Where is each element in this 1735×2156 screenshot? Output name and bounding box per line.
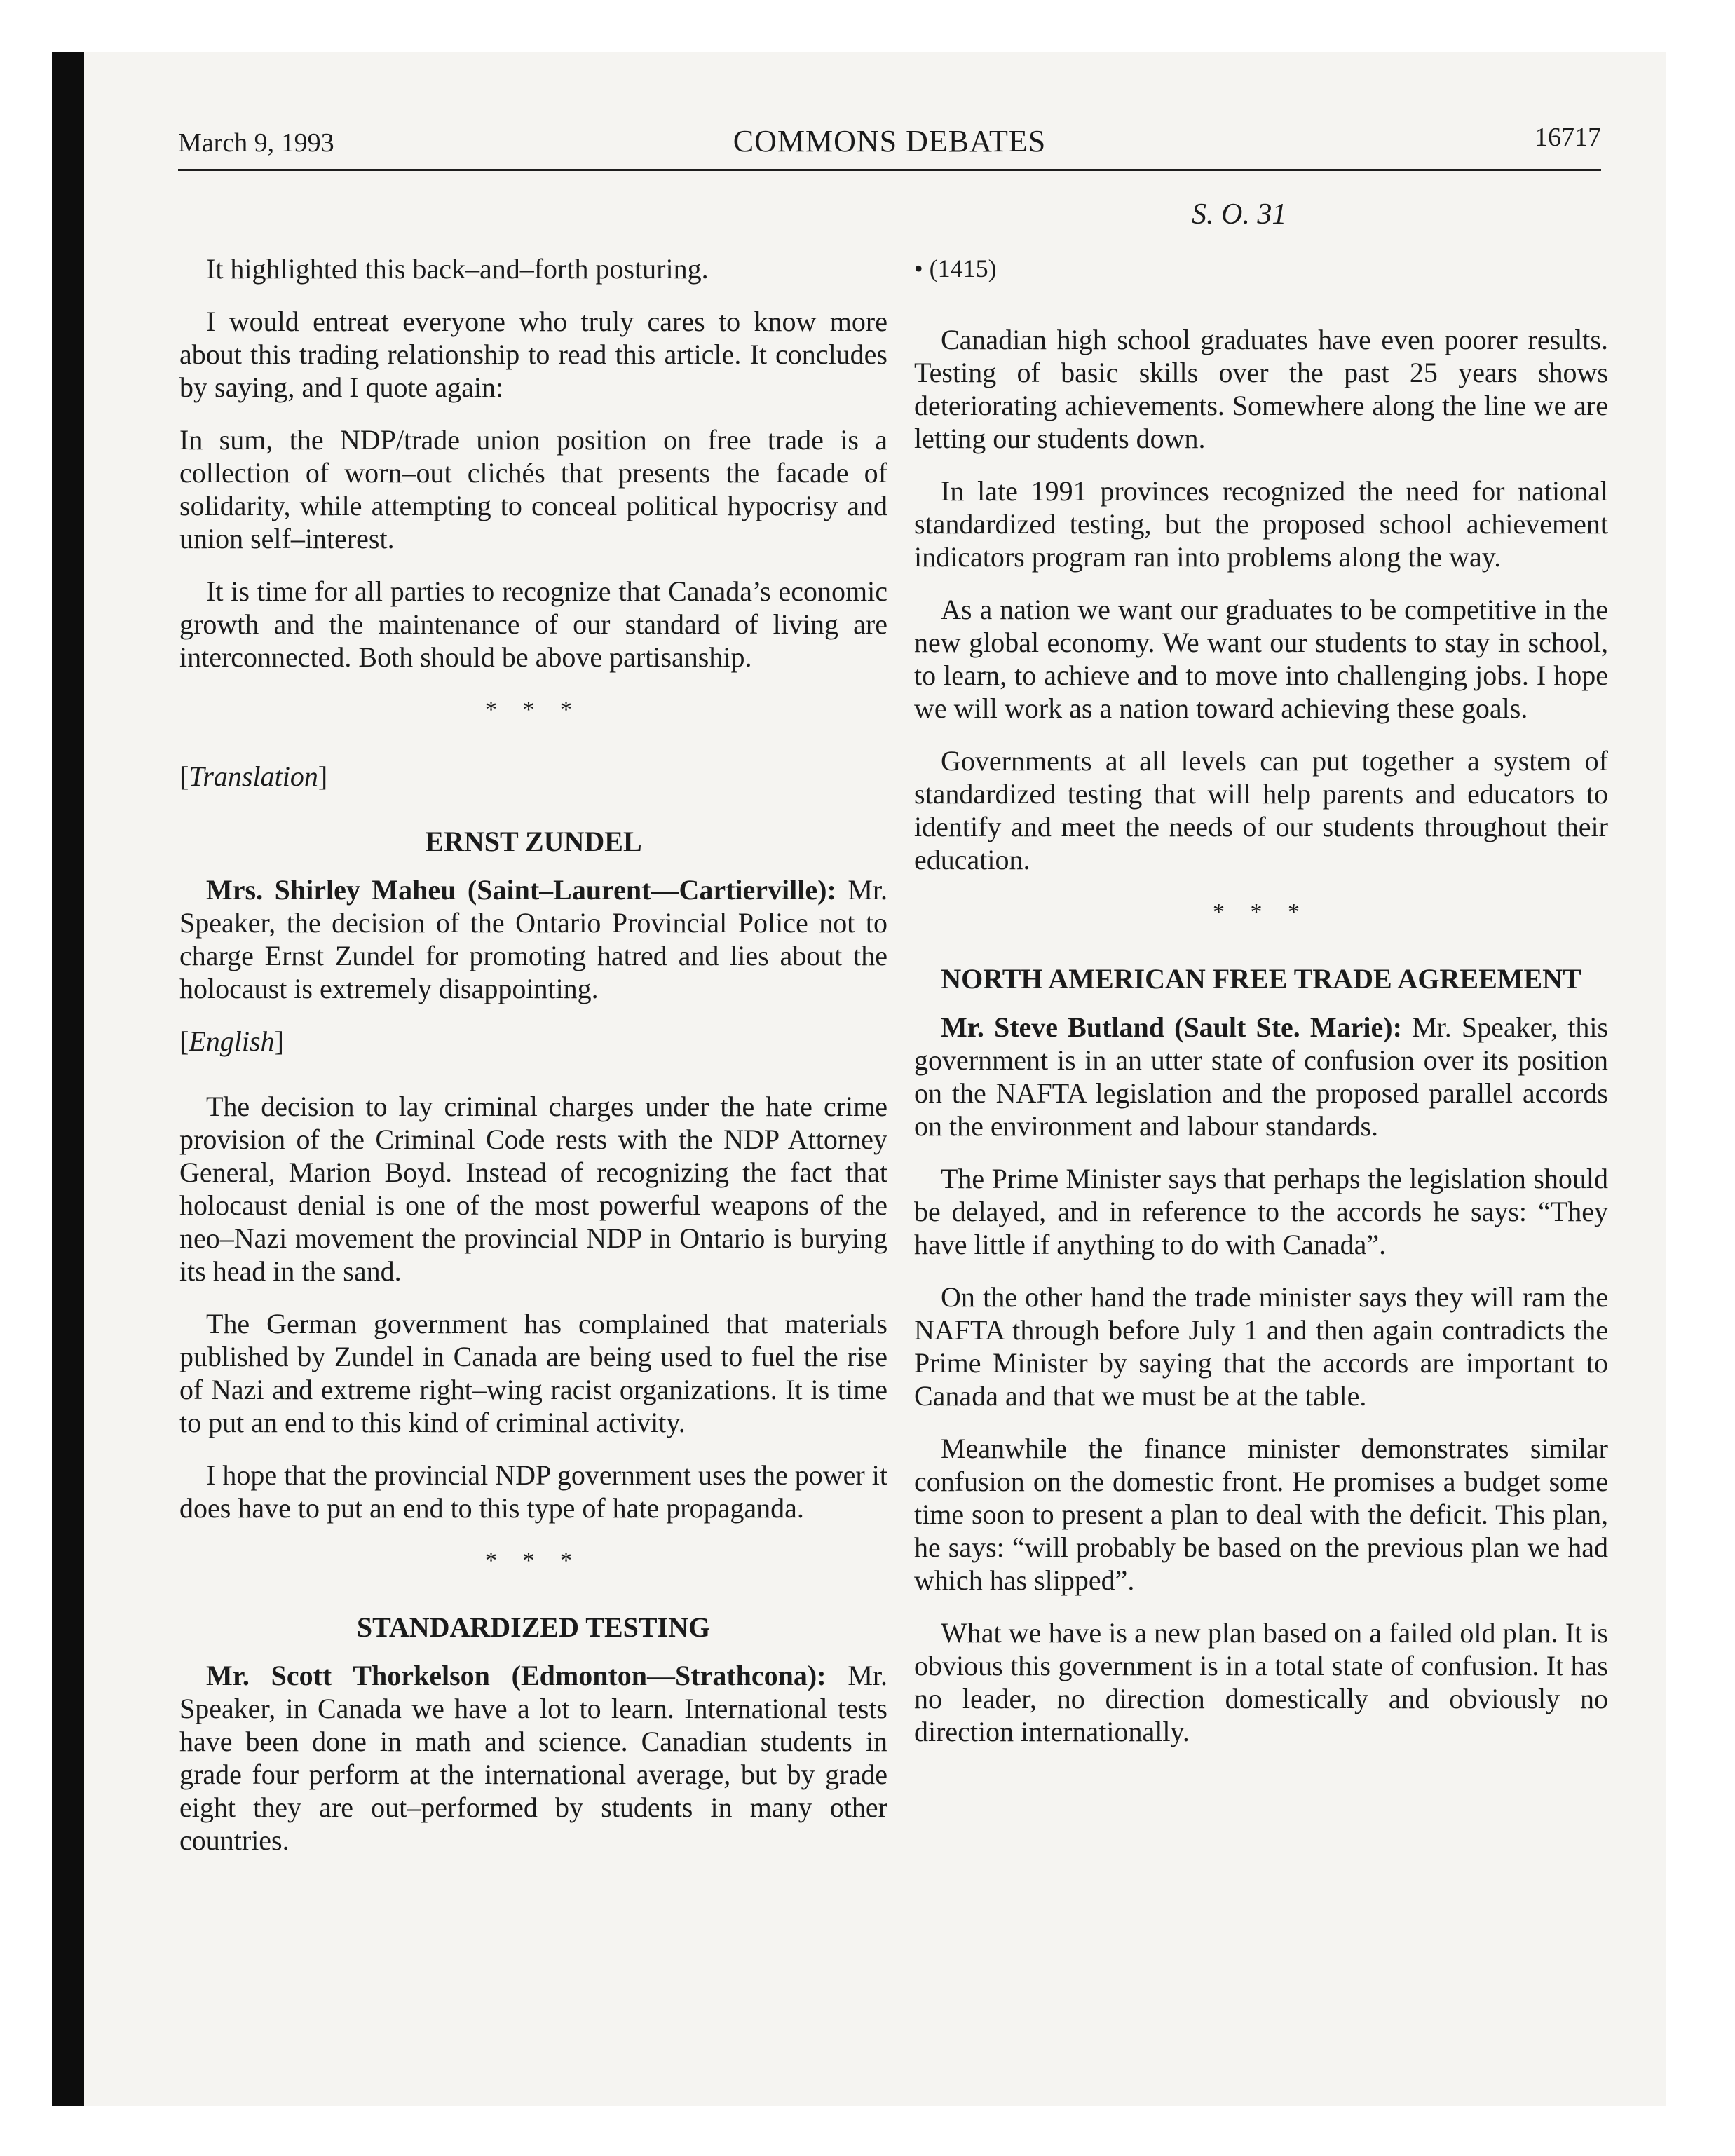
paragraph: I hope that the provincial NDP government uses the power it does have to put an end to this type of hate propaganda. bbox=[179, 1459, 887, 1524]
paragraph: Canadian high school graduates have even poorer results. Testing of basic skills over the past 25 years shows deteriorating achievements. Somewhere along the line we are letting our students down. bbox=[914, 324, 1608, 454]
paragraph: Governments at all levels can put together a system of standardized testing that will help parents and educators to identify and meet the needs of our students throughout their education. bbox=[914, 745, 1608, 875]
left-column bbox=[179, 252, 887, 1876]
language-tag-text: Translation bbox=[189, 760, 318, 792]
paragraph: The German government has complained that materials published by Zundel in Canada are being used to fuel the rise of Nazi and extreme right–wing racist organizations. It is time to put an end to this kind of criminal activity. bbox=[179, 1308, 887, 1438]
section-separator: * * * bbox=[1213, 899, 1309, 925]
statement-text: Mr. Speaker, in Canada we have a lot to learn. International tests have been done in math and science. Canadian students in grade four perform at the international average, but by grade eight they are out–performed by students in many other countries. bbox=[179, 1660, 888, 1856]
scan-binding-edge bbox=[52, 52, 84, 2106]
header-page-number: 16717 bbox=[1535, 123, 1601, 152]
block-quote: In sum, the NDP/trade union position on free trade is a collection of worn–out clichés that presents the facade of solidarity, while attempting to conceal political hypocrisy and union self–interest. bbox=[179, 424, 887, 554]
paragraph: In late 1991 provinces recognized the need for national standardized testing, but the proposed school achievement indicators program ran into problems along the way. bbox=[914, 475, 1608, 573]
header-title: COMMONS DEBATES bbox=[733, 124, 1047, 158]
statement-paragraph bbox=[914, 1011, 1608, 1142]
page-header bbox=[178, 122, 1601, 171]
header-rule bbox=[178, 169, 1601, 171]
language-tag-english: [English] bbox=[179, 1025, 284, 1057]
section-heading-nafta: NORTH AMERICAN FREE TRADE AGREEMENT bbox=[941, 963, 1581, 995]
section-heading-testing: STANDARDIZED TESTING bbox=[356, 1611, 711, 1643]
paragraph: It highlighted this back–and–forth posturing. bbox=[206, 253, 709, 285]
statement-paragraph bbox=[179, 873, 887, 1005]
paragraph: On the other hand the trade minister says they will ram the NAFTA through before July 1 and then again contradicts the Prime Minister by saying that the accords are important to Canada and that we must be at the table. bbox=[914, 1281, 1608, 1412]
statement-paragraph bbox=[179, 1659, 887, 1857]
header-date: March 9, 1993 bbox=[178, 128, 334, 158]
speaker-name: Mr. Scott Thorkelson (Edmonton—Strathcona): bbox=[206, 1660, 826, 1691]
paragraph: Meanwhile the finance minister demonstrates similar confusion on the domestic front. He promises a budget some time soon to present a plan to deal with the deficit. This plan, he says: “will probably be based on the previous plan we had which has slipped”. bbox=[914, 1433, 1608, 1596]
section-heading-zundel: ERNST ZUNDEL bbox=[425, 826, 642, 857]
speaker-name: Mrs. Shirley Maheu (Saint–Laurent—Cartierville): bbox=[206, 874, 836, 906]
paragraph: The Prime Minister says that perhaps the legislation should be delayed, and in reference to the accords he says: “They have little if anything to do with Canada”. bbox=[914, 1163, 1608, 1260]
statement-text: Mr. Speaker, this government is in an utter state of confusion over its position on the NAFTA legislation and the proposed parallel accords on the environment and labour standards. bbox=[914, 1011, 1609, 1142]
section-marker: S. O. 31 bbox=[1192, 198, 1287, 231]
right-column bbox=[914, 252, 1608, 1768]
speaker-name: Mr. Steve Butland (Sault Ste. Marie): bbox=[941, 1011, 1402, 1043]
paragraph: What we have is a new plan based on a failed old plan. It is obvious this government is in a total state of confusion. It has no leader, no direction domestically and obviously no direction internationally. bbox=[914, 1617, 1608, 1747]
section-separator: * * * bbox=[485, 1548, 582, 1574]
paragraph: The decision to lay criminal charges under the hate crime provision of the Criminal Code rests with the NDP Attorney General, Marion Boyd. Instead of recognizing the fact that holocaust denial is one of the most powerful weapons of the neo–Nazi movement the provincial NDP in Ontario is burying its head in the sand. bbox=[179, 1091, 887, 1287]
language-tag-text: English bbox=[189, 1025, 275, 1057]
section-separator: * * * bbox=[485, 697, 582, 723]
paragraph: It is time for all parties to recognize that Canada’s economic growth and the maintenance of our standard of living are interconnected. Both should be above partisanship. bbox=[179, 575, 887, 673]
statement-text: Mr. Speaker, the decision of the Ontario Provincial Police not to charge Ernst Zundel for promoting hatred and lies about the holocaust is extremely disappointing. bbox=[179, 874, 888, 1004]
timestamp: • (1415) bbox=[914, 254, 997, 282]
paragraph: I would entreat everyone who truly cares to know more about this trading relationship to read this article. It concludes by saying, and I quote again: bbox=[179, 306, 887, 403]
language-tag-translation: [Translation] bbox=[179, 760, 328, 792]
paragraph: As a nation we want our graduates to be competitive in the new global economy. We want our students to stay in school, to learn, to achieve and to move into challenging jobs. I hope we will work as a nation toward achieving these goals. bbox=[914, 594, 1608, 724]
